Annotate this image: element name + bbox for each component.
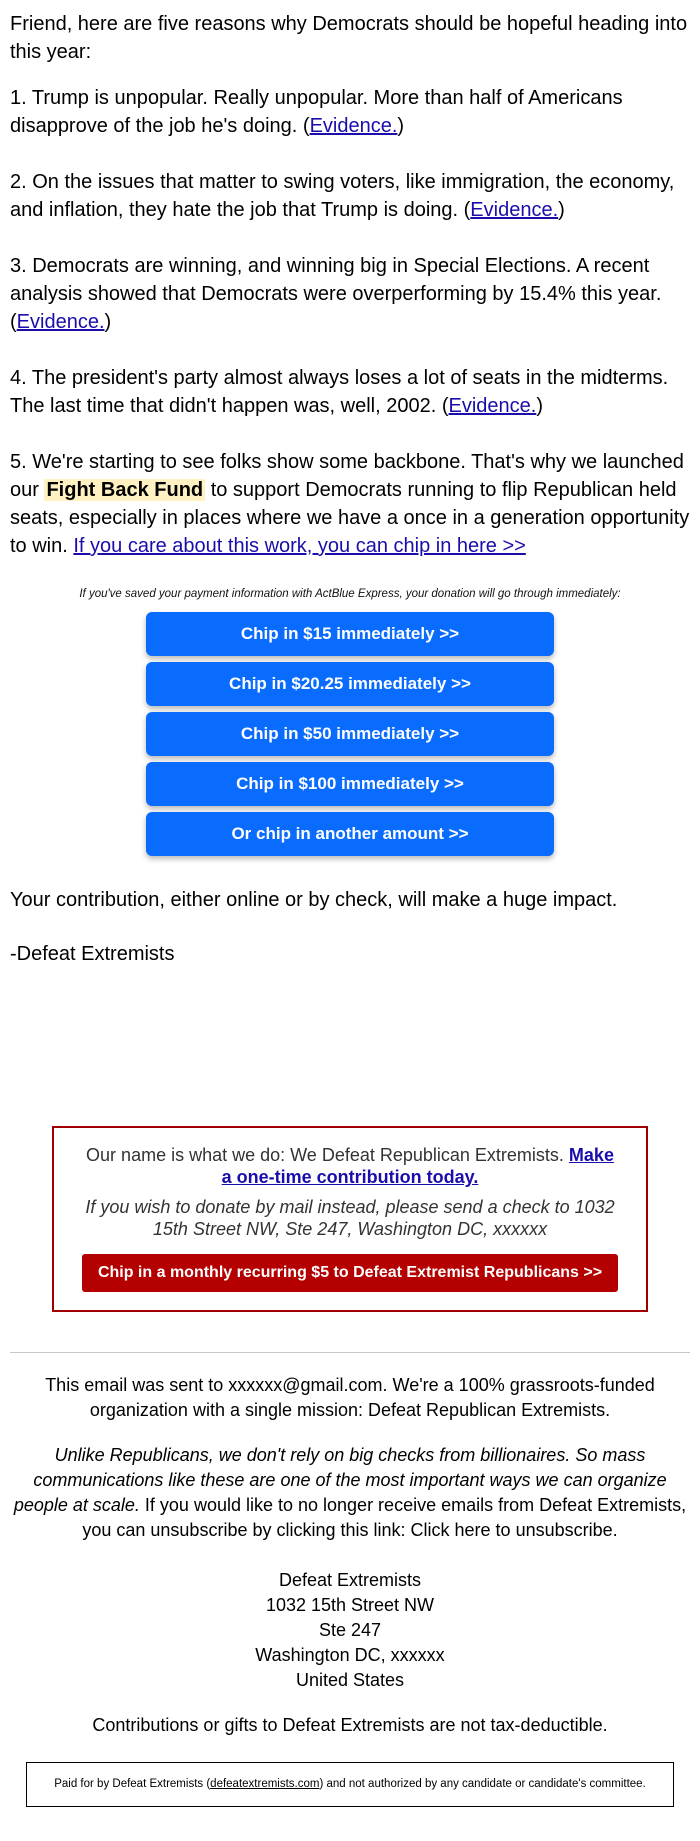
unsubscribe-link[interactable]: Click here to unsubscribe. (410, 1520, 618, 1540)
fight-back-fund-highlight: Fight Back Fund (46, 479, 204, 501)
footer (0, 1373, 700, 1807)
footer-unsubscribe-note: Unlike Republicans, we don't rely on big checks from billionaires. So mass communications like these are one of the most important ways we can organize people at scale. If you would like to no longer receive emails from Defeat Extremists, you can unsubscribe by clicking this link: Click here to unsubscribe. (13, 1445, 687, 1540)
footer-email-note: This email was sent to xxxxxx@gmail.com. We're a 100% grassroots-funded organization with a single mission: Defeat Republican Extremists. (45, 1375, 655, 1420)
chip-in-15-button[interactable]: Chip in $15 immediately >> (146, 612, 554, 656)
signature: -Defeat Extremists (10, 943, 175, 965)
reason-5: 5. We're starting to see folks show some backbone. That's why we launched our Fight Back Fund to support Democrats running to flip Republican held seats, especially in places where we have a once in a generation opportunity to win. If you care about this work, you can chip in here >> (10, 451, 690, 557)
tax-note: Contributions or gifts to Defeat Extremists are not tax-deductible. (92, 1715, 608, 1735)
contribution-text: Your contribution, either online or by check, will make a huge impact. (10, 889, 618, 911)
reason-1: 1. Trump is unpopular. Really unpopular. More than half of Americans disapprove of the job he's doing. (Evidence.) (10, 87, 623, 137)
chip-in-link[interactable]: If you care about this work, you can chip in here >> (73, 535, 526, 557)
chip-in-other-amount-button[interactable]: Or chip in another amount >> (146, 812, 554, 856)
evidence-link-2[interactable]: Evidence. (470, 199, 559, 221)
one-time-contribution-link[interactable]: Make a one-time contribution today. (221, 1145, 614, 1187)
evidence-link-1[interactable]: Evidence. (309, 115, 398, 137)
paid-for-disclaimer: Paid for by Defeat Extremists (defeatextremists.com) and not authorized by any candidate or candidate's committee. (26, 1762, 674, 1807)
donation-box (52, 1126, 648, 1312)
donation-box-wrapper (0, 1126, 700, 1312)
mail-donation-note: If you wish to donate by mail instead, please send a check to 1032 15th Street NW, Ste 247, Washington DC, xxxxxx (85, 1197, 615, 1239)
chip-in-100-button[interactable]: Chip in $100 immediately >> (146, 762, 554, 806)
actblue-express-note: If you've saved your payment information with ActBlue Express, your donation will go through immediately: (79, 588, 621, 600)
evidence-link-3[interactable]: Evidence. (16, 311, 105, 333)
evidence-link-4[interactable]: Evidence. (448, 395, 537, 417)
chip-in-50-button[interactable]: Chip in $50 immediately >> (146, 712, 554, 756)
monthly-recurring-button[interactable]: Chip in a monthly recurring $5 to Defeat Extremist Republicans >> (82, 1254, 618, 1292)
box-line-1: Our name is what we do: We Defeat Republican Extremists. Make a one-time contribution today. (86, 1145, 614, 1187)
reason-3: 3. Democrats are winning, and winning big in Special Elections. A recent analysis showed that Democrats were overperforming by 15.4% this year. (Evidence.) (10, 255, 662, 333)
divider (10, 1352, 690, 1353)
chip-in-20-25-button[interactable]: Chip in $20.25 immediately >> (146, 662, 554, 706)
intro-text: Friend, here are five reasons why Democrats should be hopeful heading into this year: (10, 13, 688, 63)
reason-4: 4. The president's party almost always loses a lot of seats in the midterms. The last time that didn't happen was, well, 2002. (Evidence.) (10, 367, 669, 417)
donation-buttons (10, 612, 690, 856)
reason-2: 2. On the issues that matter to swing voters, like immigration, the economy, and inflation, they hate the job that Trump is doing. (Evidence.) (10, 171, 675, 221)
website-link[interactable]: defeatextremists.com (210, 1778, 320, 1790)
mailing-address: Defeat Extremists 1032 15th Street NW Ste 247 Washington DC, xxxxxx United States (255, 1570, 445, 1690)
